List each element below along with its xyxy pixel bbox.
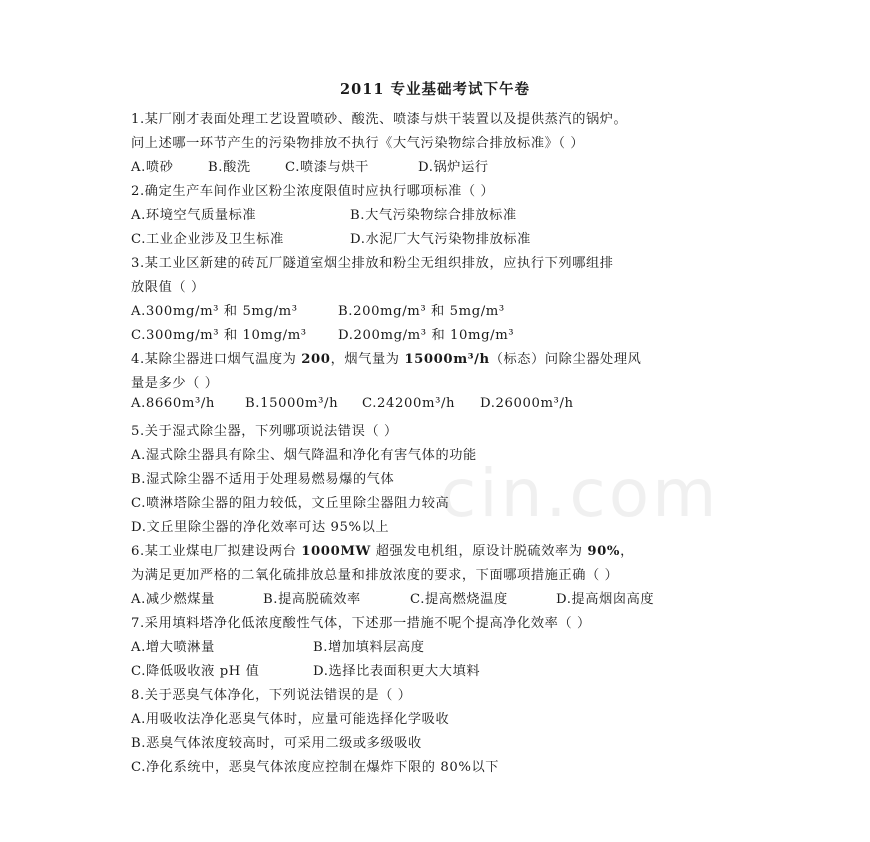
q8-option-a: A.用吸收法净化恶臭气体时，应量可能选择化学吸收: [131, 712, 450, 727]
q4-flow: 15000m³/h: [404, 352, 490, 367]
q4-option-a: A.8660m³/h: [131, 396, 216, 411]
question-1-line-2: 问上述哪一环节产生的污染物排放不执行《大气污染物综合排放标准》（ ）: [131, 136, 585, 151]
q6-option-a: A.减少燃煤量: [131, 592, 215, 607]
q2-option-a: A.环境空气质量标准: [131, 208, 257, 223]
question-3-line-1: 3.某工业区新建的砖瓦厂隧道室烟尘排放和粉尘无组织排放，应执行下列哪组排: [131, 256, 614, 271]
q7-option-d: D.选择比表面积更大大填料: [313, 664, 481, 679]
q5-option-d: D.文丘里除尘器的净化效率可达 95%以上: [131, 520, 390, 535]
question-6-line-1: [131, 540, 634, 559]
question-2-line-1: 2.确定生产车间作业区粉尘浓度限值时应执行哪项标准（ ）: [131, 184, 495, 199]
question-1-line-1: 1.某厂刚才表面处理工艺设置喷砂、酸洗、喷漆与烘干装置以及提供蒸汽的锅炉。: [131, 112, 628, 127]
q1-option-a: A.喷砂: [131, 160, 174, 175]
q4-option-b: B.15000m³/h: [245, 396, 339, 411]
q2-option-b: B.大气污染物综合排放标准: [350, 208, 517, 223]
q6-capacity: 1000MW: [301, 544, 371, 559]
q3-option-a: A.300mg/m³ 和 5mg/m³: [131, 304, 298, 319]
q4-option-c: C.24200m³/h: [362, 396, 456, 411]
q5-option-b: B.湿式除尘器不适用于处理易燃易爆的气体: [131, 472, 395, 487]
watermark: cin.com: [440, 455, 720, 532]
q6-text-2: 超强发电机组，原设计脱硫效率为: [370, 544, 588, 559]
q6-text-1: 6.某工业煤电厂拟建设两台: [131, 544, 302, 559]
question-6-line-2: 为满足更加严格的二氧化硫排放总量和排放浓度的要求，下面哪项措施正确（ ）: [131, 568, 619, 583]
q6-option-d: D.提高烟囱高度: [556, 592, 655, 607]
q1-option-b: B.酸洗: [208, 160, 251, 175]
question-5-line-1: 5.关于湿式除尘器，下列哪项说法错误（ ）: [131, 424, 398, 439]
question-7-line-1: 7.采用填料塔净化低浓度酸性气体，下述那一措施不呢个提高净化效率（ ）: [131, 616, 591, 631]
q4-text-2: ，烟气量为: [330, 352, 405, 367]
q6-text-3: ，: [620, 544, 634, 559]
q3-option-d: D.200mg/m³ 和 10mg/m³: [338, 328, 515, 343]
q3-option-b: B.200mg/m³ 和 5mg/m³: [338, 304, 505, 319]
q6-efficiency: 90%: [587, 544, 621, 559]
q7-option-a: A.增大喷淋量: [131, 640, 215, 655]
q6-option-c: C.提高燃烧温度: [410, 592, 508, 607]
q2-option-d: D.水泥厂大气污染物排放标准: [350, 232, 531, 247]
question-8-line-1: 8.关于恶臭气体净化，下列说法错误的是（ ）: [131, 688, 412, 703]
q2-option-c: C.工业企业涉及卫生标准: [131, 232, 284, 247]
question-3-line-2: 放限值（ ）: [131, 280, 205, 295]
q4-temperature: 200: [301, 352, 331, 367]
q1-option-d: D.锅炉运行: [418, 160, 489, 175]
q3-option-c: C.300mg/m³ 和 10mg/m³: [131, 328, 307, 343]
question-4-line-1: [131, 348, 641, 367]
q8-option-b: B.恶臭气体浓度较高时，可采用二级或多级吸收: [131, 736, 422, 751]
q5-option-c: C.喷淋塔除尘器的阻力较低，文丘里除尘器阻力较高: [131, 496, 450, 511]
q6-option-b: B.提高脱硫效率: [263, 592, 361, 607]
q7-option-c: C.降低吸收液 pH 值: [131, 664, 260, 679]
q1-option-c: C.喷漆与烘干: [285, 160, 369, 175]
page-title: 2011 专业基础考试下午卷: [340, 81, 530, 98]
q8-option-c: C.净化系统中，恶臭气体浓度应控制在爆炸下限的 80%以下: [131, 760, 500, 775]
q4-text-3: （标态）问除尘器处理风: [489, 352, 642, 367]
q4-option-d: D.26000m³/h: [480, 396, 574, 411]
question-4-line-2: 量是多少（ ）: [131, 376, 219, 391]
q7-option-b: B.增加填料层高度: [313, 640, 425, 655]
q4-text-1: 4.某除尘器进口烟气温度为: [131, 352, 302, 367]
q5-option-a: A.湿式除尘器具有除尘、烟气降温和净化有害气体的功能: [131, 448, 477, 463]
